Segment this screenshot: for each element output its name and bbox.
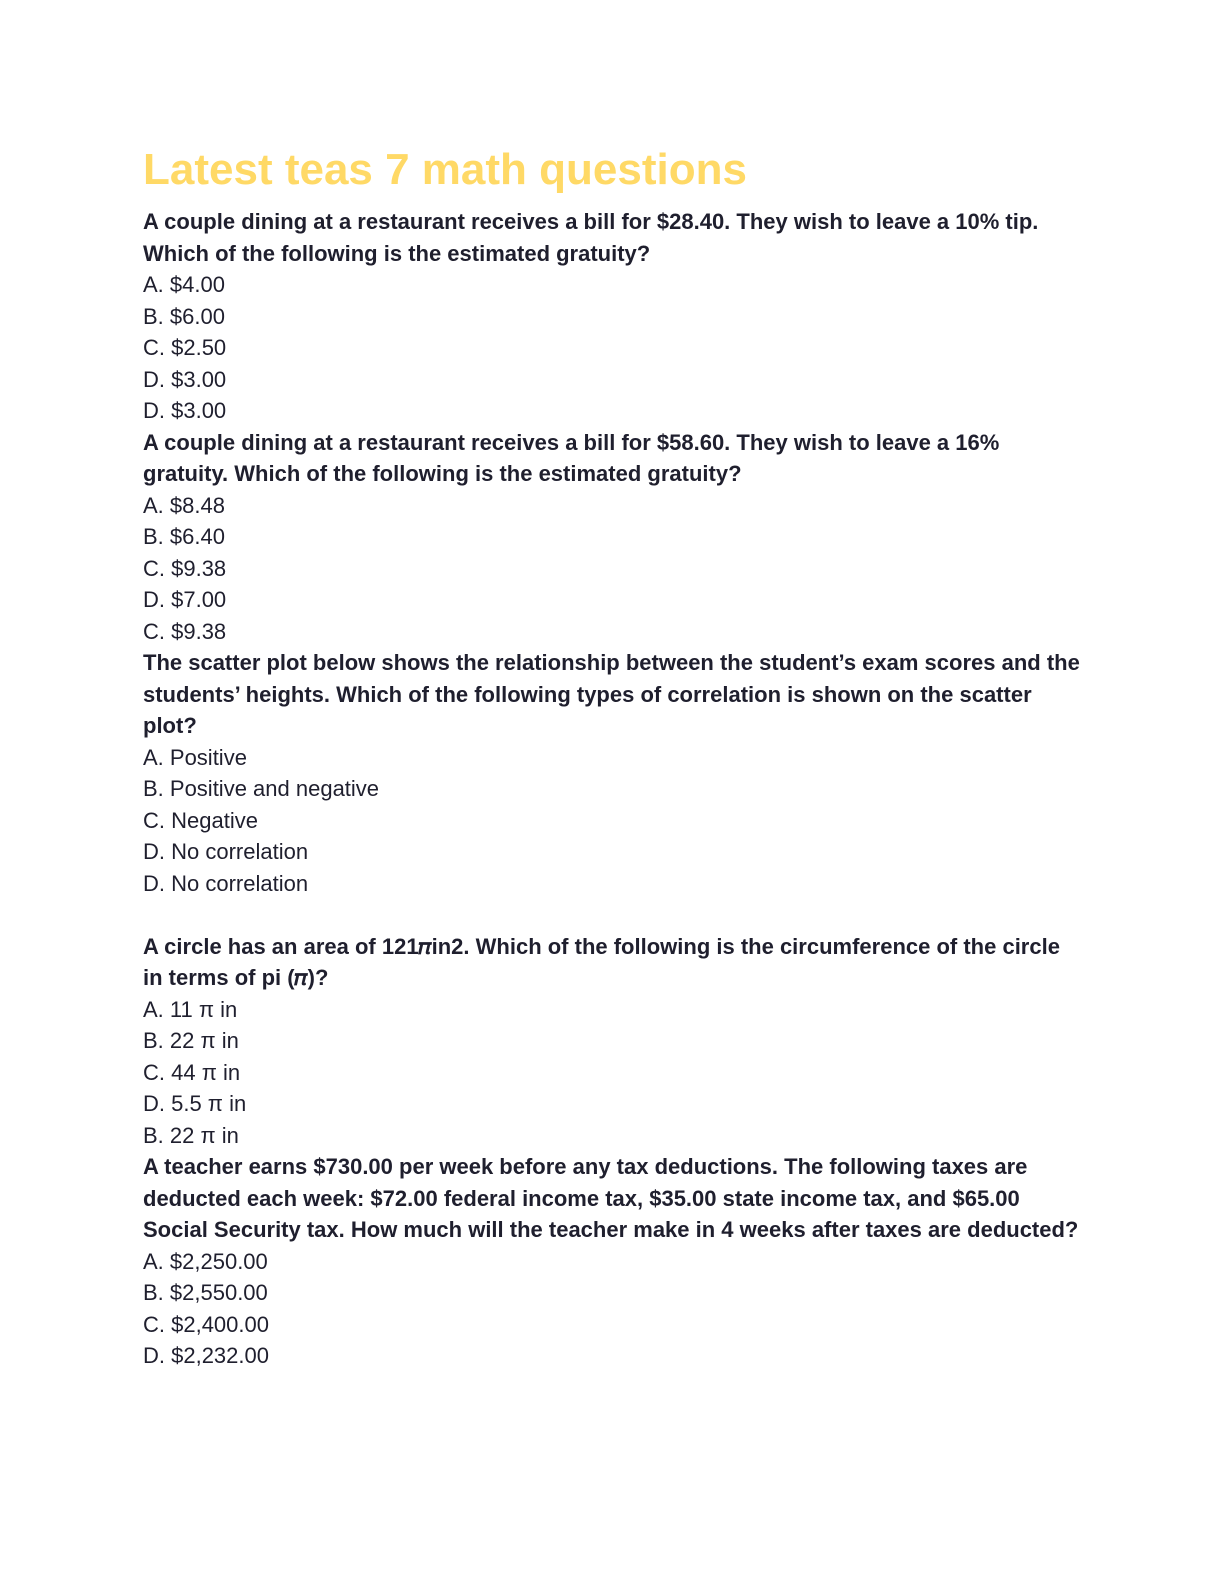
option-c: C. $2,400.00 xyxy=(143,1311,269,1337)
option-d: D. $3.00 xyxy=(143,366,227,392)
answer-line: C. $9.38 xyxy=(143,618,227,644)
option-c: C. Negative xyxy=(143,807,258,833)
blank-line xyxy=(143,899,1083,931)
document-page xyxy=(143,140,1083,1372)
option-a: A. 11 π in xyxy=(143,996,238,1022)
option-list xyxy=(143,490,1083,616)
option-b: B. $6.00 xyxy=(143,303,225,329)
option-d: D. $7.00 xyxy=(143,587,227,612)
question-text: A circle has an area of 121𝜋in2. Which of the following is the circumference of the circle in terms of pi (𝜋)? xyxy=(143,933,1060,990)
question-block xyxy=(143,931,1083,1152)
option-d: D. No correlation xyxy=(143,839,309,864)
question-text: The scatter plot below shows the relationship between the student’s exam scores and the students’ heights. Which of the following types of correlation is shown on the scatter plot? xyxy=(143,650,1080,738)
option-a: A. $4.00 xyxy=(143,272,225,297)
answer-line: D. $3.00 xyxy=(143,398,227,423)
question-block xyxy=(143,647,1083,899)
question-text: A couple dining at a restaurant receives a bill for $58.60. They wish to leave a 16% gratuity. Which of the following is the estimated gratuity? xyxy=(143,429,1000,486)
option-d: D. 5.5 π in xyxy=(143,1091,247,1116)
answer-line: B. 22 π in xyxy=(143,1122,239,1148)
document-title: Latest teas 7 math questions xyxy=(143,145,747,194)
question-text: A teacher earns $730.00 per week before any tax deductions. The following taxes are deducted each week: $72.00 federal income tax, $35.00 state income tax, and $65.00 Social Security tax. How much will the teacher make in 4 weeks after taxes are deducted? xyxy=(143,1154,1079,1242)
question-block xyxy=(143,206,1083,427)
answer-line: D. No correlation xyxy=(143,870,309,896)
question-block xyxy=(143,1151,1083,1372)
option-b: B. $2,550.00 xyxy=(143,1280,268,1305)
option-a: A. Positive xyxy=(143,744,247,770)
option-list xyxy=(143,269,1083,395)
question-text: A couple dining at a restaurant receives a bill for $28.40. They wish to leave a 10% tip. Which of the following is the estimated gratuity? xyxy=(143,209,1039,266)
option-list xyxy=(143,742,1083,868)
option-c: C. 44 π in xyxy=(143,1059,241,1085)
option-b: B. Positive and negative xyxy=(143,776,380,801)
option-list xyxy=(143,994,1083,1120)
option-b: B. 22 π in xyxy=(143,1028,239,1053)
option-a: A. $2,250.00 xyxy=(143,1248,268,1274)
option-c: C. $9.38 xyxy=(143,555,227,581)
option-d: D. $2,232.00 xyxy=(143,1343,269,1368)
option-a: A. $8.48 xyxy=(143,492,225,518)
option-c: C. $2.50 xyxy=(143,335,227,360)
option-b: B. $6.40 xyxy=(143,524,225,549)
question-block xyxy=(143,427,1083,648)
option-list xyxy=(143,1246,1083,1372)
